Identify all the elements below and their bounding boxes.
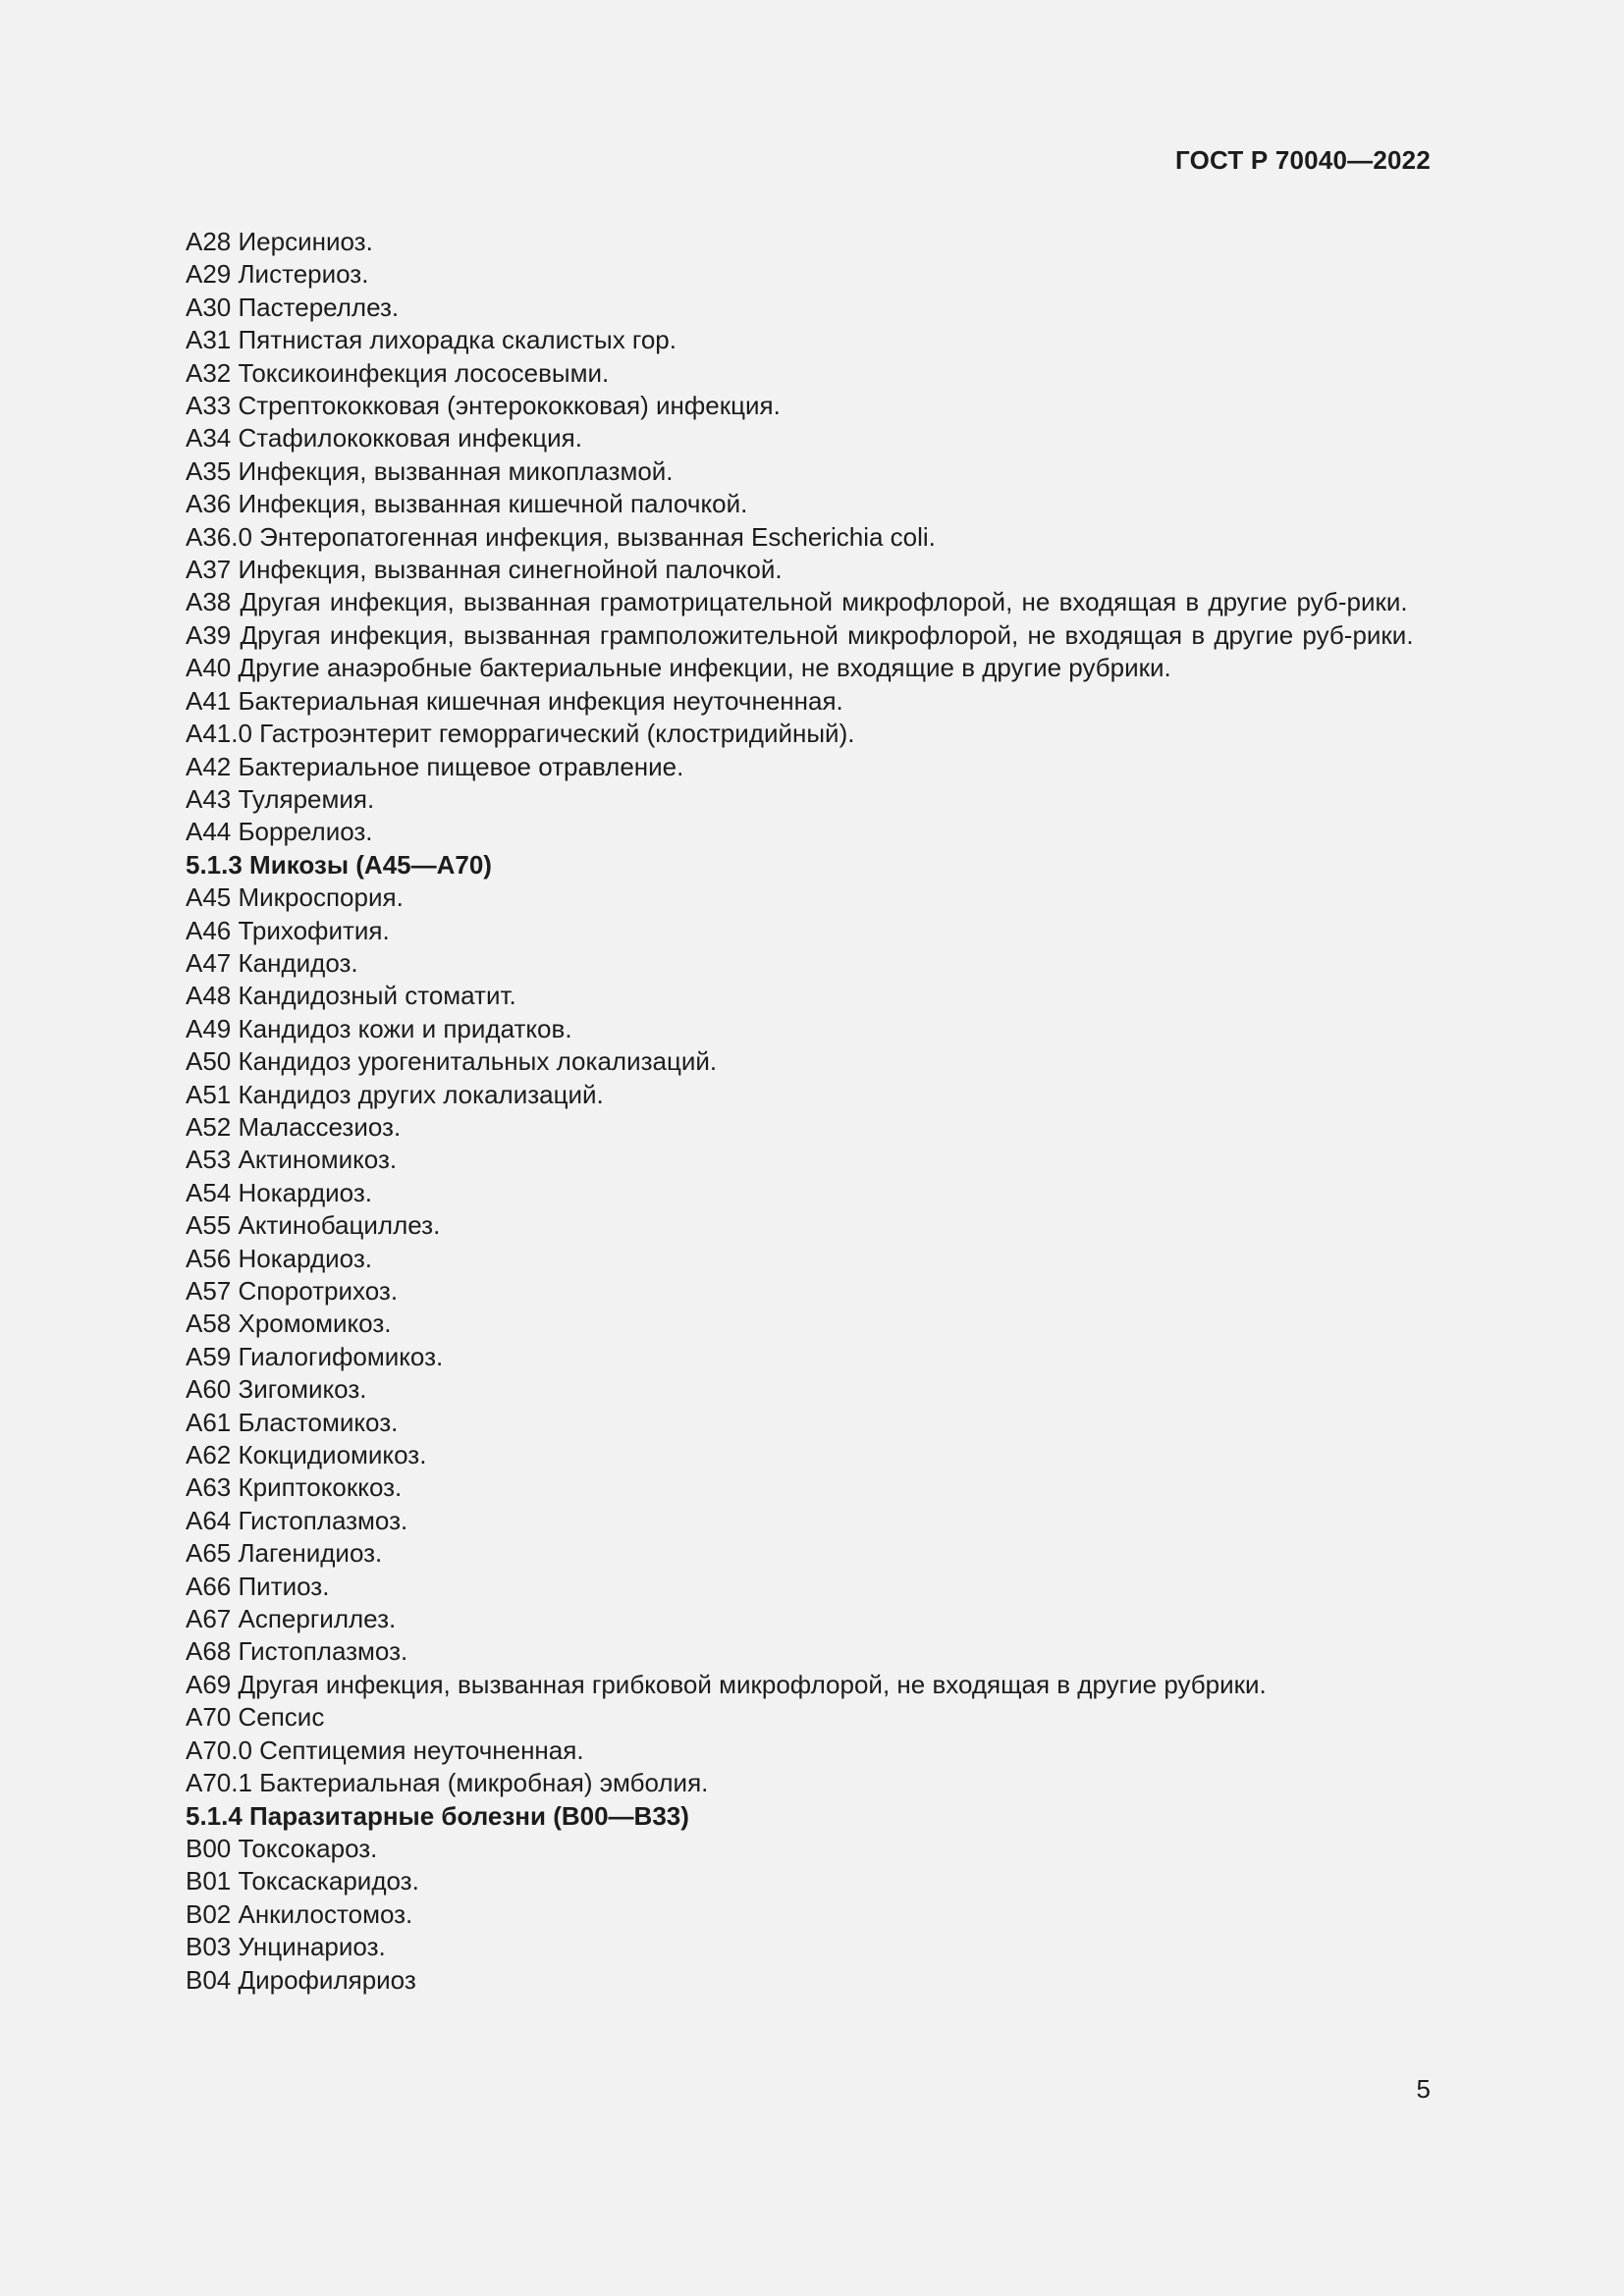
list-item: А32 Токсикоинфекция лососевыми. <box>186 357 610 388</box>
list-item: А36 Инфекция, вызванная кишечной палочкой. <box>186 489 748 519</box>
list-item: А68 Гистоплазмоз. <box>186 1636 408 1667</box>
page-number: 5 <box>1416 2074 1431 2104</box>
list-item: А52 Малассезиоз. <box>186 1111 402 1142</box>
list-item: А41 Бактериальная кишечная инфекция неуточненная. <box>186 685 843 716</box>
list-item: А69 Другая инфекция, вызванная грибковой микрофлорой, не входящая в другие рубрики. <box>186 1669 1267 1699</box>
list-item: А37 Инфекция, вызванная синегнойной палочкой. <box>186 555 783 585</box>
list-item: А39 Другая инфекция, вызванная грамположительной микрофлорой, не входящая в другие руб-​рики. <box>186 619 1414 650</box>
list-item: В04 Дирофиляриоз <box>186 1964 416 1995</box>
list-item: А67 Аспергиллез. <box>186 1604 397 1634</box>
list-item: А48 Кандидозный стоматит. <box>186 981 516 1011</box>
list-item: А50 Кандидоз урогенитальных локализаций. <box>186 1046 718 1077</box>
list-item: А29 Листериоз. <box>186 259 369 290</box>
list-item: В02 Анкилостомоз. <box>186 1898 413 1929</box>
list-item: В03 Унцинариоз. <box>186 1932 386 1962</box>
list-item: А47 Кандидоз. <box>186 947 358 978</box>
list-item: А65 Лагенидиоз. <box>186 1538 383 1569</box>
list-item: В01 Токсаскаридоз. <box>186 1866 419 1896</box>
list-item: А53 Актиномикоз. <box>186 1145 398 1175</box>
list-item: А44 Боррелиоз. <box>186 817 373 847</box>
list-item-continuation: рики. <box>1352 619 1414 650</box>
list-item: А51 Кандидоз других локализаций. <box>186 1079 604 1109</box>
section-heading: 5.1.3 Микозы (А45—А70) <box>186 849 492 880</box>
list-item: А41.0 Гастроэнтерит геморрагический (клостридийный). <box>186 719 855 749</box>
list-item: А59 Гиалогифомикоз. <box>186 1341 444 1371</box>
list-item-text: А39 Другая инфекция, вызванная грамположительной микрофлорой, не входящая в другие руб <box>186 619 1344 650</box>
list-item: А45 Микроспория. <box>186 882 404 913</box>
list-item: А55 Актинобациллез. <box>186 1210 441 1241</box>
list-item: А34 Стафилококковая инфекция. <box>186 423 582 454</box>
list-item: А58 Хромомикоз. <box>186 1308 392 1339</box>
list-item: А46 Трихофития. <box>186 915 390 945</box>
list-item: А49 Кандидоз кожи и придатков. <box>186 1013 572 1043</box>
list-item: А70 Сепсис <box>186 1702 325 1733</box>
document-body <box>116 226 1432 1997</box>
list-item: В00 Токсокароз. <box>186 1833 378 1863</box>
list-item: А33 Стрептококковая (энтерококковая) инфекция. <box>186 391 781 421</box>
list-item: А62 Кокцидиомикоз. <box>186 1440 427 1470</box>
list-item: А30 Пастереллез. <box>186 292 400 322</box>
list-item: А60 Зигомикоз. <box>186 1374 367 1405</box>
list-item: А70.1 Бактериальная (микробная) эмболия. <box>186 1768 709 1798</box>
list-item: А28 Иерсиниоз. <box>186 227 373 256</box>
list-item: А57 Споротрихоз. <box>186 1276 399 1306</box>
list-item: А31 Пятнистая лихорадка скалистых гор. <box>186 325 677 355</box>
list-item: А64 Гистоплазмоз. <box>186 1505 408 1535</box>
list-item: А63 Криптококкоз. <box>186 1472 403 1503</box>
list-item: А35 Инфекция, вызванная микоплазмой. <box>186 455 674 486</box>
document-code: ГОСТ Р 70040—2022 <box>1175 145 1431 175</box>
list-item: А56 Нокардиоз. <box>186 1243 372 1273</box>
list-item: А40 Другие анаэробные бактериальные инфекции, не входящие в другие рубрики. <box>186 653 1171 683</box>
list-item: А36.0 Энтеропатогенная инфекция, вызванная Escherichia coli. <box>186 521 936 552</box>
list-item: А61 Бластомикоз. <box>186 1407 399 1437</box>
list-item: А70.0 Септицемия неуточненная. <box>186 1735 584 1765</box>
list-item: А66 Питиоз. <box>186 1571 330 1601</box>
list-item: А54 Нокардиоз. <box>186 1177 372 1207</box>
list-item-continuation: рики. <box>1346 587 1408 617</box>
list-item: А38 Другая инфекция, вызванная грамотрицательной микрофлорой, не входящая в другие руб-​рики. <box>186 587 1408 617</box>
list-item-text: А38 Другая инфекция, вызванная грамотрицательной микрофлорой, не входящая в другие руб <box>186 587 1338 617</box>
list-item: А42 Бактериальное пищевое отравление. <box>186 751 684 781</box>
list-item: А43 Туляремия. <box>186 783 375 814</box>
section-heading: 5.1.4 Паразитарные болезни (В00—В33) <box>186 1800 689 1831</box>
